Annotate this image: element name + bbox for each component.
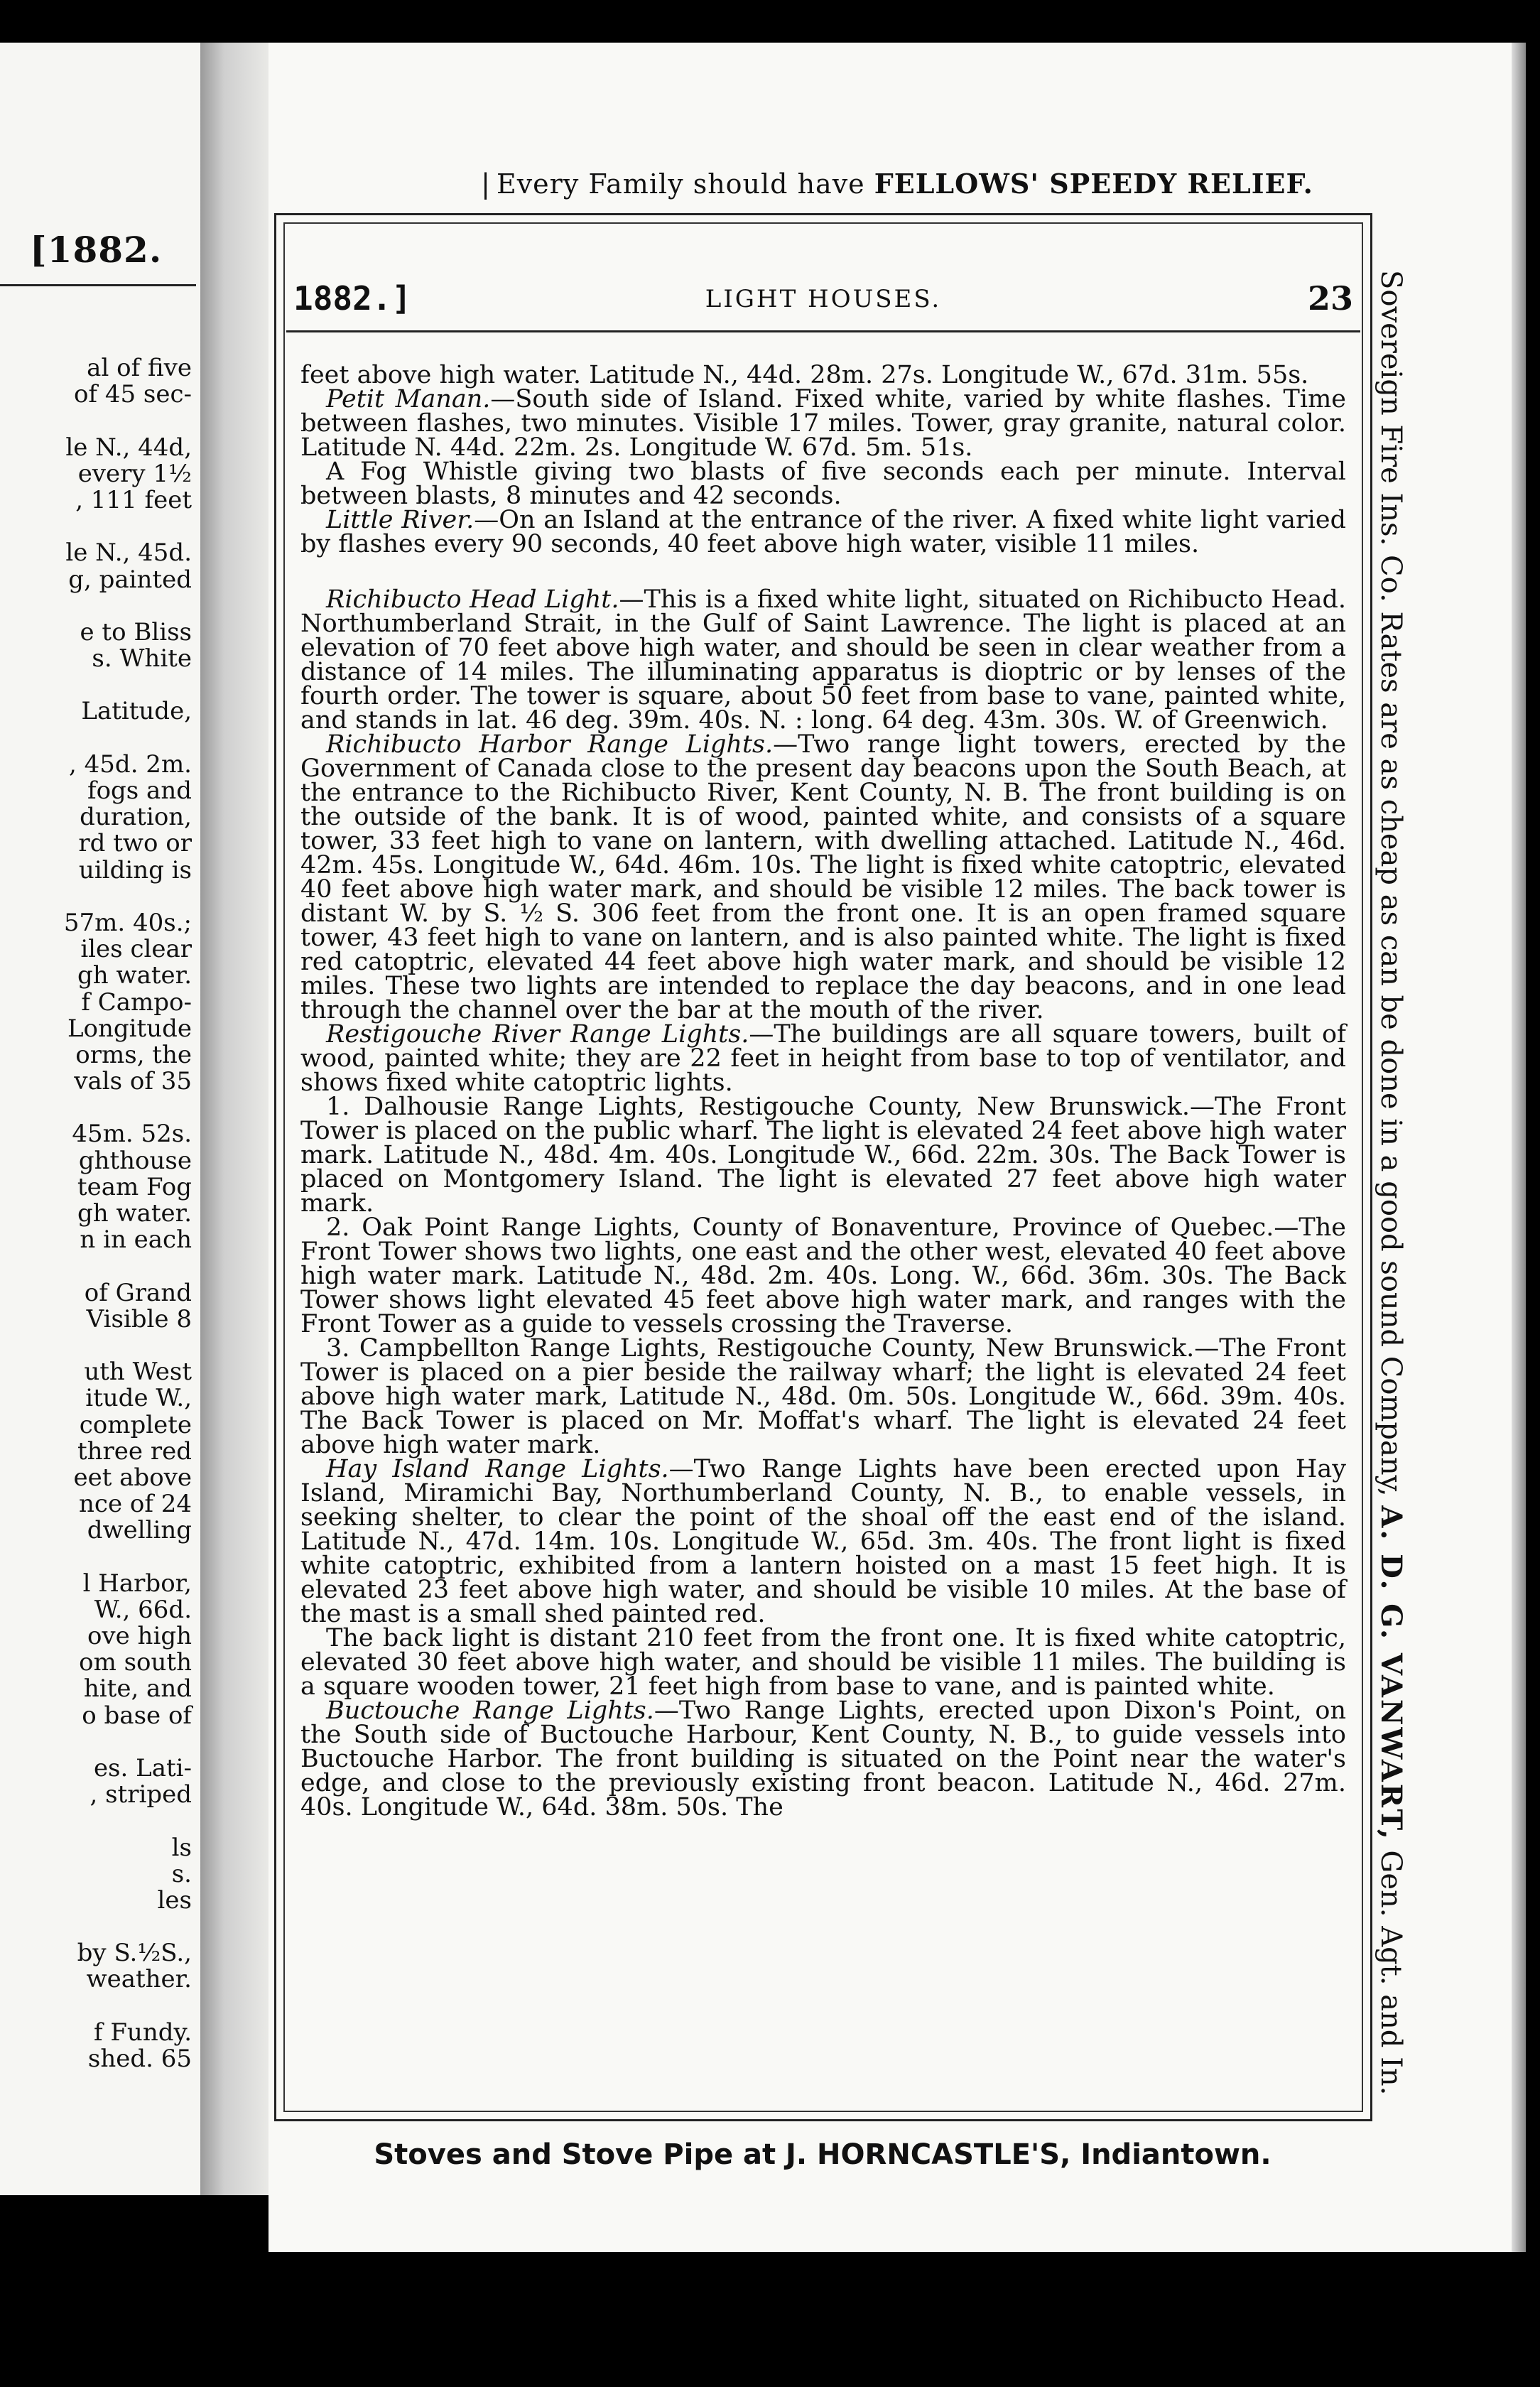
left-page-line: gh water.: [77, 1201, 192, 1228]
left-page-line: [0, 1729, 197, 1755]
left-page-line: nce of 24: [79, 1491, 192, 1518]
left-page-line: 57m. 40s.;: [63, 909, 192, 937]
paragraph-text: 3. Campbellton Range Lights, Restigouche County, New Brunswick.—The Front Tower is placed on a pier beside the railway wharf; the light is elevated 24 feet above high water mark, Latitude N., 48d. 0m. 50s. Longitude W., 66d. 39m. 40s. The Back Tower is placed on Mr. Moffat's wharf. The light is elevated 24 feet above high water mark.: [300, 1334, 1346, 1459]
left-page-fragment: [0, 43, 200, 2195]
paragraph-heading: Buctouche Range Lights.: [326, 1696, 654, 1725]
paragraph-text: The back light is distant 210 feet from the front one. It is fixed white catoptric, elevated 30 feet above high water, and should be visible 11 miles. The building is a square wooden tower, 21 feet high from base to vane, and is painted white.: [300, 1624, 1346, 1701]
left-page-line: gh water.: [77, 963, 192, 990]
left-page-line: uilding is: [78, 857, 192, 884]
left-page-line: of 45 sec-: [73, 381, 192, 408]
left-page-line: [0, 1333, 197, 1359]
left-page-line: [0, 1544, 197, 1570]
left-page-line: fogs and: [87, 778, 192, 805]
side-ad-part2: Gen. Agt. and In.: [1374, 1841, 1407, 2096]
left-page-line: ghthouse: [78, 1147, 192, 1174]
left-page-line: [0, 1808, 197, 1834]
left-page-line: itude W.,: [85, 1385, 192, 1412]
left-page-line: every 1½: [77, 460, 192, 487]
page-edge-shadow: [1512, 43, 1526, 2252]
paragraph-text: 2. Oak Point Range Lights, County of Bonaventure, Province of Quebec.—The Front Tower shows two lights, one east and the other west, elevated 40 feet above high water mark. Latitude N., 48d. 2m. 40s. Long. W., 66d. 36m. 30s. The Back Tower shows light elevated 45 feet above high water mark, and ranges with the Front Tower as a guide to vessels crossing the Traverse.: [300, 1213, 1346, 1338]
left-page-line: s.: [171, 1861, 192, 1888]
left-page-line: complete: [79, 1412, 192, 1439]
left-page-line: s. White: [92, 646, 192, 673]
left-page-line: ove high: [87, 1623, 192, 1650]
top-ad-pipe: |: [481, 168, 491, 200]
left-page-line: [0, 1095, 197, 1121]
left-page-line: n in each: [80, 1227, 192, 1254]
paragraph: [300, 1457, 1346, 1626]
paragraph: [300, 1022, 1346, 1095]
left-page-line: iles clear: [80, 936, 192, 963]
left-header-rule: [0, 284, 196, 286]
paragraph-text: —Two range light towers, erected by the Government of Canada close to the present day beacons upon the South Beach, at the entrance to the Richibucto River, Kent County, N. B. The front building is on the outside of the bank. It is of wood, painted white, and consists of a square tower, 33 feet high to vane on lantern, with dwelling attached. Latitude N., 46d. 42m. 45s. Longitude W., 64d. 46m. 10s. The light is fixed white catoptric, elevated 40 feet above high water mark, and should be visible 12 miles. The back tower is distant W. by S. ½ S. 306 feet from the front one. It is an open framed square tower, 43 feet high to vane on lantern, and is also painted white. The light is fixed red catoptric, elevated 44 feet above high water mark, and should be visible 12 miles. These two lights are intended to replace the day beacons, and in one lead through the channel over the bar at the mouth of the river.: [300, 730, 1346, 1024]
page-number: 23: [1307, 279, 1353, 318]
right-page: [269, 43, 1526, 2252]
left-page-line: vals of 35: [74, 1068, 192, 1095]
side-advertisement: [1372, 270, 1443, 2096]
left-page-line: o base of: [82, 1702, 192, 1729]
left-page-line: three red: [77, 1438, 192, 1465]
left-page-line: les: [157, 1887, 192, 1915]
paragraph-heading: Richibucto Harbor Range Lights.: [326, 730, 774, 759]
top-ad-prefix: Every Family should have: [496, 168, 874, 200]
side-ad-part1: Sovereign Fire Ins. Co. Rates are as cheap as can be done in a good sound Company,: [1374, 270, 1407, 1506]
left-page-line: l Harbor,: [82, 1570, 192, 1597]
side-ad-text: [1374, 270, 1408, 2096]
paragraph: [300, 1213, 1346, 1338]
header-year: 1882.]: [293, 279, 412, 318]
left-page-line: [0, 672, 197, 698]
left-page-line: Latitude,: [81, 698, 192, 725]
left-page-line: al of five: [87, 355, 192, 382]
paragraph: [300, 363, 1346, 387]
left-page-line: eet above: [73, 1464, 192, 1492]
paragraph-gap: [300, 556, 1346, 588]
left-page-line: om south: [79, 1650, 192, 1677]
article-body: [300, 361, 1347, 1822]
paragraph: [300, 387, 1346, 460]
paragraph-text: —On an Island at the entrance of the river. A fixed white light varied by flashes every 90 seconds, 40 feet above high water, visible 11 miles.: [300, 506, 1346, 558]
paragraph-heading: Little River.: [326, 506, 475, 534]
left-page-line: 45m. 52s.: [72, 1121, 192, 1148]
paragraph: [300, 508, 1346, 556]
top-advertisement: [269, 168, 1526, 200]
left-page-line: le N., 44d,: [65, 434, 192, 461]
paragraph-heading: Hay Island Range Lights.: [326, 1455, 669, 1483]
left-page-line: es. Lati-: [93, 1755, 192, 1782]
left-page-line: dwelling: [87, 1517, 192, 1544]
left-page-line: W., 66d.: [94, 1596, 192, 1623]
side-ad-brand: A. D. G. VANWART,: [1374, 1505, 1408, 1841]
paragraph-text: 1. Dalhousie Range Lights, Restigouche County, New Brunswick.—The Front Tower is placed on the public wharf. The light is elevated 24 feet above high water mark. Latitude N., 48d. 4m. 40s. Longitude W., 66d. 22m. 30s. The Back Tower is placed on Montgomery Island. The light is elevated 27 feet above high water mark.: [300, 1093, 1346, 1218]
left-page-line: [0, 725, 197, 752]
paragraph-text: —Two Range Lights have been erected upon Hay Island, Miramichi Bay, Northumberland County, N. B., to enable vessels, in seeking shelter, to clear the point of the shoal off the east end of the island. Latitude N., 47d. 14m. 10s. Longitude W., 65d. 3m. 40s. The front light is fixed white catoptric, exhibited from a lantern hoisted on a mast 15 feet high. It is elevated 23 feet above high water, and should be visible 10 miles. At the base of the mast is a small shed painted red.: [300, 1455, 1346, 1628]
paragraph-heading: Restigouche River Range Lights.: [326, 1020, 749, 1049]
left-page-line: le N., 45d.: [65, 540, 192, 567]
header-title: LIGHT HOUSES.: [705, 285, 942, 313]
left-page-year: [1882.: [30, 229, 163, 271]
top-ad-brand: FELLOWS' SPEEDY RELIEF.: [874, 168, 1313, 200]
left-page-line: f Fundy.: [93, 2019, 192, 2046]
paragraph: [300, 1696, 1346, 1822]
paragraph: [300, 1095, 1346, 1216]
running-header: [293, 279, 1353, 322]
paragraph-text: feet above high water. Latitude N., 44d. 28m. 27s. Longitude W., 67d. 31m. 55s.: [300, 361, 1309, 389]
left-page-line: shed. 65: [87, 2046, 192, 2073]
left-page-line: g, painted: [68, 566, 192, 593]
left-page-line: f Campo-: [81, 989, 192, 1016]
left-page-line: duration,: [80, 804, 192, 831]
left-page-line: , striped: [90, 1782, 192, 1809]
left-page-line: , 45d. 2m.: [69, 751, 192, 778]
paragraph-text: A Fog Whistle giving two blasts of five seconds each per minute. Interval between blasts, 8 minutes and 42 seconds.: [300, 458, 1346, 510]
left-page-line: team Fog: [77, 1174, 192, 1201]
left-page-line: [0, 1993, 197, 2020]
paragraph: [300, 585, 1347, 735]
paragraph-text: —This is a fixed white light, situated on Richibucto Head. Northumberland Strait, in the Gulf of Saint Lawrence. The light is placed at an elevation of 70 feet above high water, and should be seen in clear weather from a distance of 14 miles. The illuminating apparatus is dioptric or by lenses of the fourth order. The tower is square, about 50 feet from base to vane, painted white, and stands in lat. 46 deg. 39m. 40s. N. : long. 64 deg. 43m. 30s. W. of Greenwich.: [300, 585, 1347, 735]
left-page-line: , 111 feet: [75, 487, 192, 514]
paragraph-heading: Petit Manan.: [326, 385, 491, 413]
left-page-line: [0, 593, 197, 619]
left-page-line: Visible 8: [86, 1306, 192, 1333]
left-page-line: hite, and: [83, 1676, 192, 1703]
header-rule: [286, 330, 1360, 332]
paragraph: [300, 1626, 1346, 1699]
left-page-line: [0, 884, 197, 910]
left-page-line: [0, 408, 197, 434]
left-page-line: rd two or: [78, 830, 192, 857]
left-page-line: weather.: [86, 1966, 192, 1993]
paragraph: [300, 1336, 1346, 1457]
left-page-line: Longitude: [67, 1015, 192, 1042]
book-gutter: [200, 43, 269, 2195]
left-page-line: [0, 1914, 197, 1940]
left-page-line: ls: [171, 1834, 192, 1861]
bottom-advertisement: Stoves and Stove Pipe at J. HORNCASTLE'S, Indiantown.: [374, 2138, 1271, 2171]
paragraph: [300, 732, 1346, 1022]
paragraph-text: —The buildings are all square towers, built of wood, painted white; they are 22 feet in height from base to top of ventilator, and shows fixed white catoptric lights.: [300, 1020, 1347, 1097]
left-page-line: [0, 514, 197, 540]
paragraph-heading: Richibucto Head Light.: [326, 585, 619, 614]
left-page-line: uth West: [84, 1359, 192, 1386]
left-page-line: of Grand: [84, 1279, 192, 1306]
paragraph: [300, 460, 1346, 508]
paragraph-text: —Two Range Lights, erected upon Dixon's Point, on the South side of Buctouche Harbour, Kent County, N. B., to guide vessels into Buctouche Harbor. The front building is situated on the Point near the water's edge, and close to the previously existing front beacon. Latitude N., 46d. 27m. 40s. Longitude W., 64d. 38m. 50s. The: [300, 1696, 1346, 1822]
left-page-line: e to Bliss: [80, 619, 192, 646]
page-frame: [274, 213, 1372, 2121]
left-page-line: orms, the: [75, 1041, 192, 1069]
left-page-line: by S.½S.,: [77, 1940, 192, 1967]
paragraph-text: —South side of Island. Fixed white, varied by white flashes. Time between flashes, two minutes. Visible 17 miles. Tower, gray granite, natural color. Latitude N. 44d. 22m. 2s. Longitude W. 67d. 5m. 51s.: [300, 385, 1346, 462]
left-page-text: [0, 355, 197, 2072]
left-page-line: [0, 1253, 197, 1279]
